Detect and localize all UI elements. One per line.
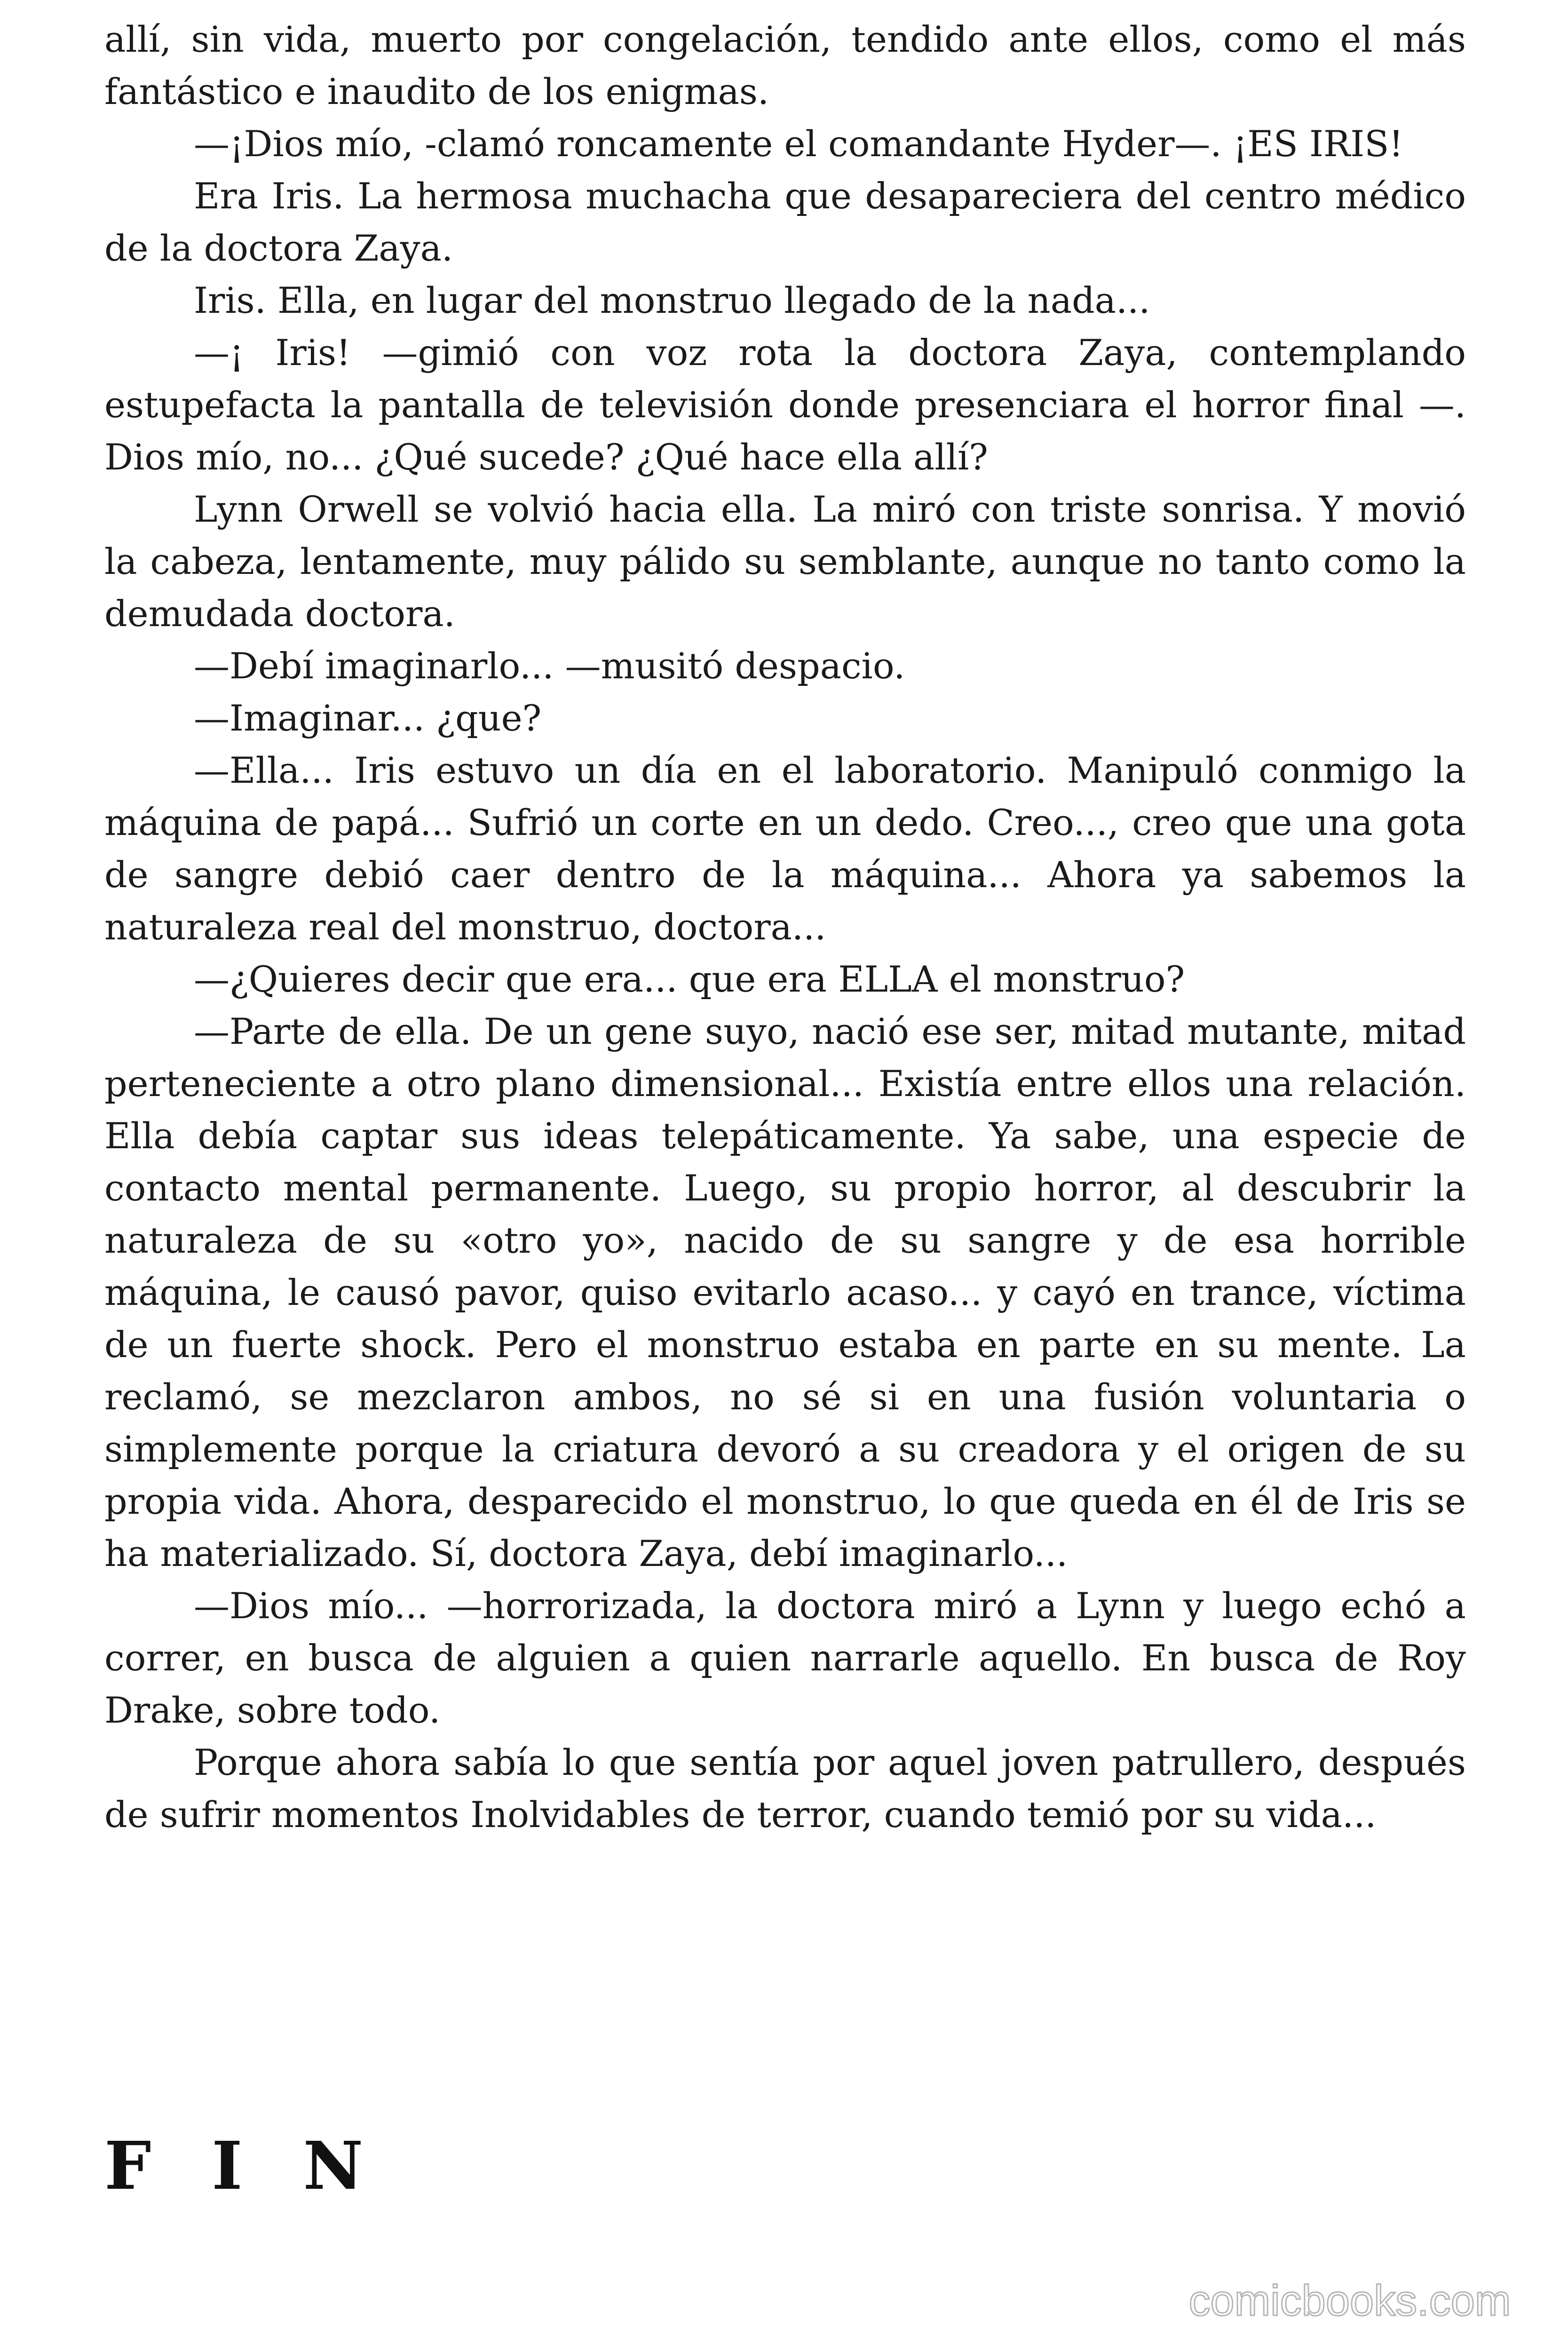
watermark-logo	[1162, 2277, 1538, 2328]
ending-heading: F I N	[104, 2128, 382, 2205]
paragraph: —¡ Iris! —gimió con voz rota la doctora Zaya, contemplando estupefacta la pantalla de televisión donde presenciara el horror final —. Dios mío, no... ¿Qué sucede? ¿Qué hace ella allí?	[104, 332, 1466, 478]
paragraph: —¿Quieres decir que era... que era ELLA el monstruo?	[194, 958, 1185, 1000]
watermark-text: comicbooks.com	[1188, 2277, 1511, 2325]
paragraph: Iris. Ella, en lugar del monstruo llegado de la nada...	[194, 279, 1150, 321]
body-text	[104, 13, 1466, 1841]
paragraph: —Dios mío... —horrorizada, la doctora miró a Lynn y luego echó a correr, en busca de alguien a quien narrarle aquello. En busca de Roy Drake, sobre todo.	[104, 1585, 1466, 1731]
paragraph: Porque ahora sabía lo que sentía por aquel joven patrullero, después de sufrir momentos Inolvidables de terror, cuando temió por su vida...	[104, 1741, 1466, 1836]
paragraph: —¡Dios mío, -clamó roncamente el comandante Hyder—. ¡ES IRIS!	[194, 123, 1403, 165]
paragraph: —Imaginar... ¿que?	[194, 697, 542, 739]
paragraph: —Parte de ella. De un gene suyo, nació ese ser, mitad mutante, mitad perteneciente a otro plano dimensional... Existía entre ellos una relación. Ella debía captar sus ideas telepáticamente. Ya sabe, una especie de contacto mental permanente. Luego, su propio horror, al descubrir la naturaleza de su «otro yo», nacido de su sangre y de esa horrible máquina, le causó pavor, quiso evitarlo acaso... y cayó en trance, víctima de un fuerte shock. Pero el monstruo estaba en parte en su mente. La reclamó, se mezclaron ambos, no sé si en una fusión voluntaria o simplemente porque la criatura devoró a su creadora y el origen de su propia vida. Ahora, desparecido el monstruo, lo que queda en él de Iris se ha materializado. Sí, doctora Zaya, debí imaginarlo...	[104, 1010, 1466, 1574]
paragraph: allí, sin vida, muerto por congelación, tendido ante ellos, como el más fantástico e inaudito de los enigmas.	[104, 18, 1466, 112]
paragraph: —Debí imaginarlo... —musitó despacio.	[194, 645, 905, 687]
paragraph: Lynn Orwell se volvió hacia ella. La miró con triste sonrisa. Y movió la cabeza, lentamente, muy pálido su semblante, aunque no tanto como la demudada doctora.	[104, 488, 1466, 635]
paragraph: Era Iris. La hermosa muchacha que desapareciera del centro médico de la doctora Zaya.	[104, 175, 1466, 269]
paragraph: —Ella... Iris estuvo un día en el laboratorio. Manipuló conmigo la máquina de papá... Sufrió un corte en un dedo. Creo..., creo que una gota de sangre debió caer dentro de la máquina... Ahora ya sabemos la naturaleza real del monstruo, doctora...	[104, 749, 1466, 948]
